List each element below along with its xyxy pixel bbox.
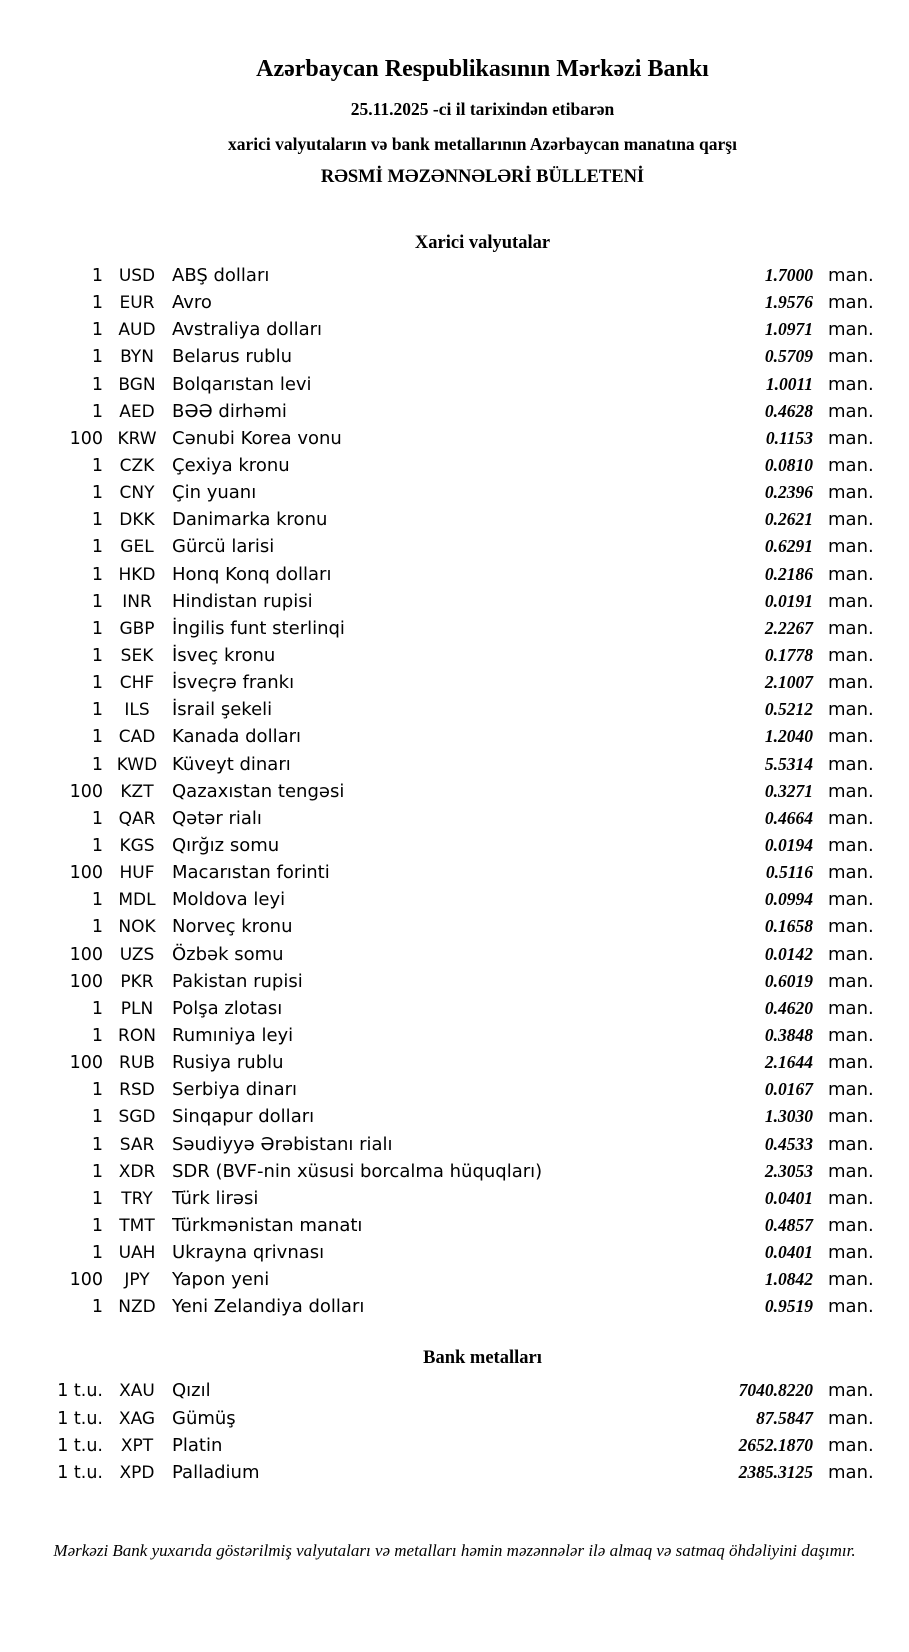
rate-value: 0.4628 xyxy=(764,400,813,421)
currency-code: KZT xyxy=(120,781,154,802)
rate-value: 0.5709 xyxy=(764,346,813,367)
currency-code: BYN xyxy=(120,347,154,368)
rate-row xyxy=(0,1076,909,1103)
currency-name: Özbək somu xyxy=(172,943,284,965)
currency-name: Hindistan rupisi xyxy=(172,590,313,612)
currency-code: XDR xyxy=(118,1161,156,1182)
unit-label: man. xyxy=(828,780,874,802)
rate-row xyxy=(0,289,909,316)
rate-value: 2.1007 xyxy=(764,672,813,693)
rate-value: 7040.8220 xyxy=(738,1380,813,1401)
currency-code: QAR xyxy=(118,808,156,829)
currency-code: UZS xyxy=(119,944,155,965)
bank-title: Azərbaycan Respublikasının Mərkəzi Bankı xyxy=(256,56,709,82)
currency-code: UAH xyxy=(118,1243,156,1264)
currency-name: SDR (BVF-nin xüsusi borcalma hüquqları) xyxy=(172,1160,543,1182)
currency-name: Gümüş xyxy=(172,1407,236,1429)
quantity: 1 xyxy=(91,1188,103,1209)
metal-rate-list xyxy=(0,1377,909,1486)
quantity: 1 xyxy=(91,1107,103,1128)
quantity: 1 xyxy=(91,537,103,558)
currency-name: Səudiyyə Ərəbistanı rialı xyxy=(172,1133,393,1155)
unit-label: man. xyxy=(828,373,874,395)
currency-code: CZK xyxy=(119,455,155,476)
rate-row xyxy=(0,941,909,968)
currency-code: CNY xyxy=(119,483,155,504)
quantity: 1 xyxy=(91,618,103,639)
currency-name: Sinqapur dolları xyxy=(172,1106,315,1128)
quantity: 100 xyxy=(69,944,103,965)
rate-row xyxy=(0,371,909,398)
unit-label: man. xyxy=(828,1187,874,1209)
quantity: 100 xyxy=(69,1270,103,1291)
unit-label: man. xyxy=(828,1133,874,1155)
unit-label: man. xyxy=(828,590,874,612)
currency-code: TRY xyxy=(121,1188,153,1209)
unit-label: man. xyxy=(828,862,874,884)
currency-name: Belarus rublu xyxy=(172,346,293,368)
unit-label: man. xyxy=(828,997,874,1019)
currency-name: Çin yuanı xyxy=(172,482,257,504)
currency-name: İsrail şekeli xyxy=(172,699,273,721)
currency-code: RUB xyxy=(119,1053,155,1074)
rate-row xyxy=(0,1239,909,1266)
rate-row xyxy=(0,561,909,588)
quantity: 1 xyxy=(91,401,103,422)
unit-label: man. xyxy=(828,1160,874,1182)
rate-row xyxy=(0,533,909,560)
currency-name: Polşa zlotası xyxy=(172,997,283,1019)
unit-label: man. xyxy=(828,346,874,368)
rate-value: 2385.3125 xyxy=(738,1461,813,1482)
rate-value: 2.3053 xyxy=(764,1160,813,1181)
currency-name: Cənubi Korea vonu xyxy=(172,427,342,449)
quantity: 1 xyxy=(91,890,103,911)
rate-row xyxy=(0,723,909,750)
rate-row xyxy=(0,1022,909,1049)
rate-row xyxy=(0,425,909,452)
currency-code: XAU xyxy=(119,1381,155,1402)
currency-code: XPD xyxy=(119,1462,155,1483)
quantity: 1 xyxy=(91,808,103,829)
currency-name: Kanada dolları xyxy=(172,726,302,748)
rate-value: 0.6019 xyxy=(764,970,813,991)
unit-label: man. xyxy=(828,644,874,666)
rate-row xyxy=(0,1131,909,1158)
currency-name: Rusiya rublu xyxy=(172,1052,284,1074)
rate-row xyxy=(0,588,909,615)
rate-row xyxy=(0,1185,909,1212)
currency-name: BƏƏ dirhəmi xyxy=(172,400,287,422)
rate-row xyxy=(0,1293,909,1320)
rate-row xyxy=(0,1432,909,1459)
rate-value: 0.1153 xyxy=(765,427,813,448)
currency-code: TMT xyxy=(119,1215,155,1236)
currency-name: Pakistan rupisi xyxy=(172,970,303,992)
quantity: 100 xyxy=(69,863,103,884)
currency-name: Moldova leyi xyxy=(172,889,286,911)
rate-row xyxy=(0,506,909,533)
currency-name: ABŞ dolları xyxy=(172,265,270,286)
currency-code: HUF xyxy=(119,863,155,884)
unit-label: man. xyxy=(828,889,874,911)
rate-value: 0.0194 xyxy=(764,834,813,855)
rate-row xyxy=(0,316,909,343)
quantity: 1 xyxy=(91,673,103,694)
quantity: 1 xyxy=(91,483,103,504)
rate-row xyxy=(0,968,909,995)
quantity: 1 xyxy=(91,266,103,286)
currency-name: Qazaxıstan tengəsi xyxy=(172,780,345,802)
rate-row xyxy=(0,1158,909,1185)
rate-row xyxy=(0,1049,909,1076)
currency-code: SAR xyxy=(119,1134,155,1155)
unit-label: man. xyxy=(828,1214,874,1236)
currency-code: NOK xyxy=(118,917,156,938)
currency-code: SGD xyxy=(118,1107,156,1128)
rate-value: 0.6291 xyxy=(764,536,813,557)
currency-name: Palladium xyxy=(172,1461,260,1483)
quantity: 1 t.u. xyxy=(57,1462,103,1483)
rate-row xyxy=(0,1405,909,1432)
currency-name: Türkmənistan manatı xyxy=(172,1214,363,1236)
unit-label: man. xyxy=(828,753,874,775)
quantity: 100 xyxy=(69,1053,103,1074)
rate-row xyxy=(0,398,909,425)
currency-code: AED xyxy=(119,401,155,422)
rate-value: 1.2040 xyxy=(764,726,813,747)
currency-code: RON xyxy=(118,1025,156,1046)
rate-value: 0.0994 xyxy=(764,889,813,910)
unit-label: man. xyxy=(828,943,874,965)
quantity: 1 xyxy=(91,754,103,775)
rate-row xyxy=(0,343,909,370)
rate-value: 0.4620 xyxy=(764,997,813,1018)
unit-label: man. xyxy=(828,509,874,531)
rate-value: 0.0167 xyxy=(764,1079,813,1100)
unit-label: man. xyxy=(828,1024,874,1046)
quantity: 100 xyxy=(69,428,103,449)
unit-label: man. xyxy=(828,1106,874,1128)
currency-code: DKK xyxy=(119,510,155,531)
currency-code: AUD xyxy=(118,320,156,341)
currency-name: Norveç kronu xyxy=(172,916,293,938)
unit-label: man. xyxy=(828,427,874,449)
rate-value: 0.3848 xyxy=(764,1024,813,1045)
quantity: 1 xyxy=(91,917,103,938)
unit-label: man. xyxy=(828,482,874,504)
unit-label: man. xyxy=(828,1242,874,1264)
currency-code: RSD xyxy=(119,1080,155,1101)
quantity: 1 xyxy=(91,998,103,1019)
currency-name: Platin xyxy=(172,1434,223,1456)
unit-label: man. xyxy=(828,536,874,558)
quantity: 1 xyxy=(91,564,103,585)
unit-label: man. xyxy=(828,1269,874,1291)
unit-label: man. xyxy=(828,454,874,476)
rate-row xyxy=(0,1266,909,1293)
currency-code: KRW xyxy=(117,428,157,449)
rate-row xyxy=(0,642,909,669)
currency-code: HKD xyxy=(118,564,156,585)
rate-value: 87.5847 xyxy=(756,1407,813,1428)
currency-code: ILS xyxy=(124,700,150,721)
unit-label: man. xyxy=(828,726,874,748)
rate-value: 2.1644 xyxy=(764,1052,813,1073)
rate-row xyxy=(0,1377,909,1404)
rate-value: 0.4533 xyxy=(764,1133,813,1154)
currency-name: Serbiya dinarı xyxy=(172,1079,297,1101)
rate-value: 0.2621 xyxy=(764,509,813,530)
currency-name: Bolqarıstan levi xyxy=(172,373,312,395)
quantity: 1 xyxy=(91,293,103,314)
rate-row xyxy=(0,1103,909,1130)
rate-value: 1.7000 xyxy=(764,265,813,285)
quantity: 1 xyxy=(91,455,103,476)
rate-value: 0.4857 xyxy=(764,1214,813,1235)
unit-label: man. xyxy=(828,916,874,938)
currency-code: NZD xyxy=(118,1297,156,1318)
rate-row xyxy=(0,751,909,778)
quantity: 1 xyxy=(91,347,103,368)
unit-label: man. xyxy=(828,807,874,829)
unit-label: man. xyxy=(828,672,874,694)
rate-row xyxy=(0,479,909,506)
rate-value: 0.0191 xyxy=(764,590,813,611)
currency-code: SEK xyxy=(120,645,154,666)
currency-name: Küveyt dinarı xyxy=(172,753,291,775)
currency-name: Qırğız somu xyxy=(172,834,280,856)
rate-value: 0.0401 xyxy=(764,1187,813,1208)
currency-name: Macarıstan forinti xyxy=(172,862,330,884)
unit-label: man. xyxy=(828,265,874,286)
currency-name: Qətər rialı xyxy=(172,807,262,829)
quantity: 1 xyxy=(91,1243,103,1264)
rate-value: 0.3271 xyxy=(764,780,813,801)
currency-name: Çexiya kronu xyxy=(172,454,290,476)
rate-value: 0.1658 xyxy=(764,916,813,937)
currency-code: EUR xyxy=(119,293,155,314)
rate-value: 0.9519 xyxy=(764,1296,813,1317)
rate-value: 0.4664 xyxy=(764,807,813,828)
unit-label: man. xyxy=(828,617,874,639)
unit-label: man. xyxy=(828,834,874,856)
unit-label: man. xyxy=(828,970,874,992)
currency-name: Yeni Zelandiya dolları xyxy=(172,1296,365,1318)
currency-code: MDL xyxy=(118,890,156,911)
currency-code: BGN xyxy=(118,374,156,395)
currency-code: JPY xyxy=(124,1270,150,1291)
quantity: 1 t.u. xyxy=(57,1435,103,1456)
rate-row xyxy=(0,886,909,913)
unit-label: man. xyxy=(828,400,874,422)
rate-row xyxy=(0,669,909,696)
unit-label: man. xyxy=(828,1407,874,1429)
rate-value: 1.0842 xyxy=(764,1269,813,1290)
unit-label: man. xyxy=(828,1434,874,1456)
rate-value: 1.0011 xyxy=(765,373,813,394)
currency-name: Danimarka kronu xyxy=(172,509,328,531)
currency-code: KWD xyxy=(116,754,158,775)
currency-code: USD xyxy=(118,266,156,286)
currency-code: KGS xyxy=(119,835,155,856)
rate-row xyxy=(0,1212,909,1239)
quantity: 100 xyxy=(69,971,103,992)
currency-name: Rumıniya leyi xyxy=(172,1024,294,1046)
unit-label: man. xyxy=(828,1052,874,1074)
currencies-section-title: Xarici valyutalar xyxy=(414,233,551,253)
quantity: 1 xyxy=(91,835,103,856)
currency-name: İsveçrə frankı xyxy=(172,672,295,694)
unit-label: man. xyxy=(828,1079,874,1101)
rate-value: 2652.1870 xyxy=(738,1434,813,1455)
effective-date-line: 25.11.2025 -ci il tarixindən etibarən xyxy=(350,99,615,119)
currency-name: Avstraliya dolları xyxy=(172,319,323,341)
quantity: 1 xyxy=(91,1134,103,1155)
bulletin-subtitle: xarici valyutaların və bank metallarının Azərbaycan manatına qarşı xyxy=(228,134,737,154)
rate-row xyxy=(0,778,909,805)
currency-code: PKR xyxy=(120,971,154,992)
quantity: 1 xyxy=(91,374,103,395)
metals-section-title: Bank metalları xyxy=(423,1348,542,1369)
quantity: 1 xyxy=(91,591,103,612)
rate-row xyxy=(0,832,909,859)
unit-label: man. xyxy=(828,1296,874,1318)
unit-label: man. xyxy=(828,1380,874,1402)
currency-name: Türk lirəsi xyxy=(172,1187,259,1209)
quantity: 1 xyxy=(91,510,103,531)
quantity: 1 xyxy=(91,1161,103,1182)
rate-row xyxy=(0,696,909,723)
currency-name: Avro xyxy=(172,292,212,314)
rate-value: 2.2267 xyxy=(764,617,813,638)
rate-row xyxy=(0,452,909,479)
quantity: 1 xyxy=(91,320,103,341)
currency-name: Gürcü larisi xyxy=(172,536,275,558)
currency-name: İsveç kronu xyxy=(172,644,276,666)
rate-row xyxy=(0,1459,909,1486)
rate-value: 0.0401 xyxy=(764,1242,813,1263)
disclaimer-text: Mərkəzi Bank yuxarıda göstərilmiş valyutaları və metalları həmin məzənnələr ilə almaq və satmaq öhdəliyini daşımır. xyxy=(53,1541,856,1561)
currency-code: INR xyxy=(122,591,152,612)
rate-value: 0.5212 xyxy=(764,699,813,720)
quantity: 1 xyxy=(91,1080,103,1101)
quantity: 1 xyxy=(91,1297,103,1318)
currency-name: Qızıl xyxy=(172,1380,211,1402)
bulletin-title: RƏSMİ MƏZƏNNƏLƏRİ BÜLLETENİ xyxy=(320,167,645,187)
unit-label: man. xyxy=(828,699,874,721)
currency-name: İngilis funt sterlinqi xyxy=(172,617,345,639)
rate-value: 0.5116 xyxy=(765,862,813,883)
quantity: 1 t.u. xyxy=(57,1381,103,1402)
rate-value: 1.3030 xyxy=(764,1106,813,1127)
bulletin-header xyxy=(56,54,909,188)
currency-code: XAG xyxy=(118,1408,156,1429)
quantity: 1 xyxy=(91,1215,103,1236)
currency-rate-list xyxy=(0,262,909,1320)
quantity: 100 xyxy=(69,781,103,802)
unit-label: man. xyxy=(828,292,874,314)
rate-value: 1.9576 xyxy=(764,292,813,313)
currency-code: PLN xyxy=(120,998,154,1019)
rate-value: 0.2396 xyxy=(764,482,813,503)
rate-value: 1.0971 xyxy=(764,319,813,340)
rate-row xyxy=(0,995,909,1022)
rate-row xyxy=(0,615,909,642)
currency-code: XPT xyxy=(120,1435,154,1456)
rate-value: 0.0142 xyxy=(764,943,813,964)
quantity: 1 t.u. xyxy=(57,1408,103,1429)
rate-row xyxy=(0,859,909,886)
rate-value: 0.2186 xyxy=(764,563,813,584)
rate-row xyxy=(0,913,909,940)
currency-name: Ukrayna qrivnası xyxy=(172,1242,325,1264)
rate-row xyxy=(0,805,909,832)
rate-row xyxy=(0,262,909,289)
quantity: 1 xyxy=(91,1025,103,1046)
quantity: 1 xyxy=(91,700,103,721)
currency-name: Yapon yeni xyxy=(172,1269,270,1291)
unit-label: man. xyxy=(828,563,874,585)
unit-label: man. xyxy=(828,1461,874,1483)
currency-code: GBP xyxy=(119,618,155,639)
quantity: 1 xyxy=(91,645,103,666)
currency-code: GEL xyxy=(120,537,154,558)
currency-code: CAD xyxy=(118,727,156,748)
currency-name: Honq Konq dolları xyxy=(172,563,332,585)
rate-value: 5.5314 xyxy=(764,753,813,774)
rate-value: 0.1778 xyxy=(764,644,813,665)
unit-label: man. xyxy=(828,319,874,341)
rate-value: 0.0810 xyxy=(764,454,813,475)
quantity: 1 xyxy=(91,727,103,748)
currency-code: CHF xyxy=(119,673,155,694)
